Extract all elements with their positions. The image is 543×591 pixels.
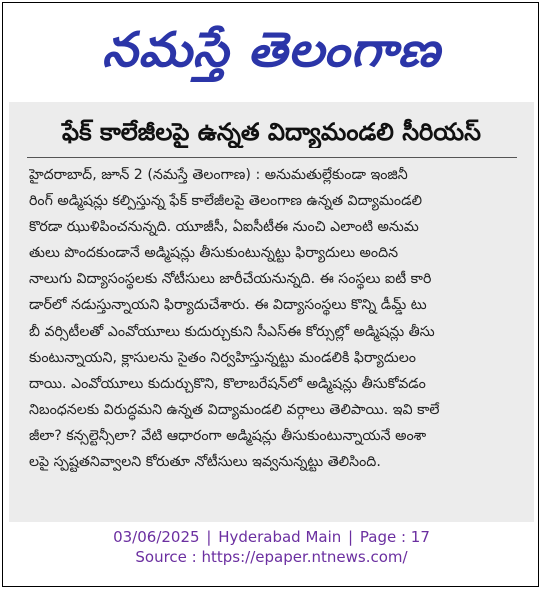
clip-footer bbox=[3, 527, 540, 567]
article-line: లపై స్పష్టతనివ్వాలని కోరుతూ నోటీసులు ఇవ్వనున్నట్టు తెలిసింది. bbox=[29, 454, 381, 471]
headline-divider bbox=[27, 157, 517, 158]
article-line: రింగ్ అడ్మిషన్లు కల్పిస్తున్న ఫేక్ కాలేజీలపై తెలంగాణ ఉన్నత విద్యామండలి bbox=[29, 193, 422, 210]
article-headline: ఫేక్ కాలేజీలపై ఉన్నత విద్యామండలి సీరియస్ bbox=[62, 118, 481, 146]
article-line: కొరడా ఝుళిపించనున్నది. యూజీసీ, ఏఐసీటీఈ నుంచి ఎలాంటి అనుమ bbox=[29, 219, 419, 236]
publication-page: Page : 17 bbox=[359, 528, 430, 546]
article-line: బీ వర్సిటీలతో ఎంవోయూలు కుదుర్చుకుని సీఎస్‌ఈ కోర్సుల్లో అడ్మిషన్లు తీసు bbox=[29, 323, 435, 340]
article-line: నిబంధనలకు విరుద్ధమని ఉన్నత విద్యామండలి వర్గాలు తెలిపాయి. ఇవి కాలే bbox=[29, 401, 440, 418]
source-link[interactable]: Source : https://epaper.ntnews.com/ bbox=[135, 548, 408, 566]
clipping-frame bbox=[2, 2, 539, 587]
publication-date: 03/06/2025 bbox=[113, 528, 200, 546]
article-body bbox=[29, 162, 517, 475]
article-line: డార్‌లో నడుస్తున్నాయని ఫిర్యాదుచేశారు. ఈ విద్యాసంస్థలు కొన్ని డీమ్డ్ టు bbox=[29, 297, 427, 314]
newspaper-masthead bbox=[3, 9, 540, 91]
article-line: హైదరాబాద్, జూన్ 2 (నమస్తే తెలంగాణ) : అనుమతుల్లేకుండా ఇంజినీ bbox=[29, 167, 408, 183]
footer-separator: | bbox=[348, 528, 354, 546]
article-clip bbox=[9, 102, 534, 522]
masthead-logo: నమస్తే తెలంగాణ bbox=[102, 22, 441, 78]
publication-edition: Hyderabad Main bbox=[218, 528, 342, 546]
footer-separator: | bbox=[206, 528, 212, 546]
publication-info bbox=[3, 527, 540, 547]
article-line: జీలా? కన్సల్టెన్సీలా? వేటి ఆధారంగా అడ్మిషన్లు తీసుకుంటున్నాయనే అంశా bbox=[29, 427, 427, 444]
article-line: తులు పొందకుండానే అడ్మిషన్లు తీసుకుంటున్నట్టు ఫిర్యాదులు అందిన bbox=[29, 245, 399, 262]
article-line: నాలుగు విద్యాసంస్థలకు నోటీసులు జారీచేయనున్నది. ఈ సంస్థలు ఐటీ కారి bbox=[29, 271, 432, 288]
article-line: కుంటున్నాయని, క్లాసులను సైతం నిర్వహిస్తున్నట్టు మండలికి ఫిర్యాదులం bbox=[29, 349, 416, 366]
article-line: దాయి. ఎంవోయూలు కుదుర్చుకొని, కొలాబరేషన్‌లో అడ్మిషన్లు తీసుకోవడం bbox=[29, 375, 426, 392]
